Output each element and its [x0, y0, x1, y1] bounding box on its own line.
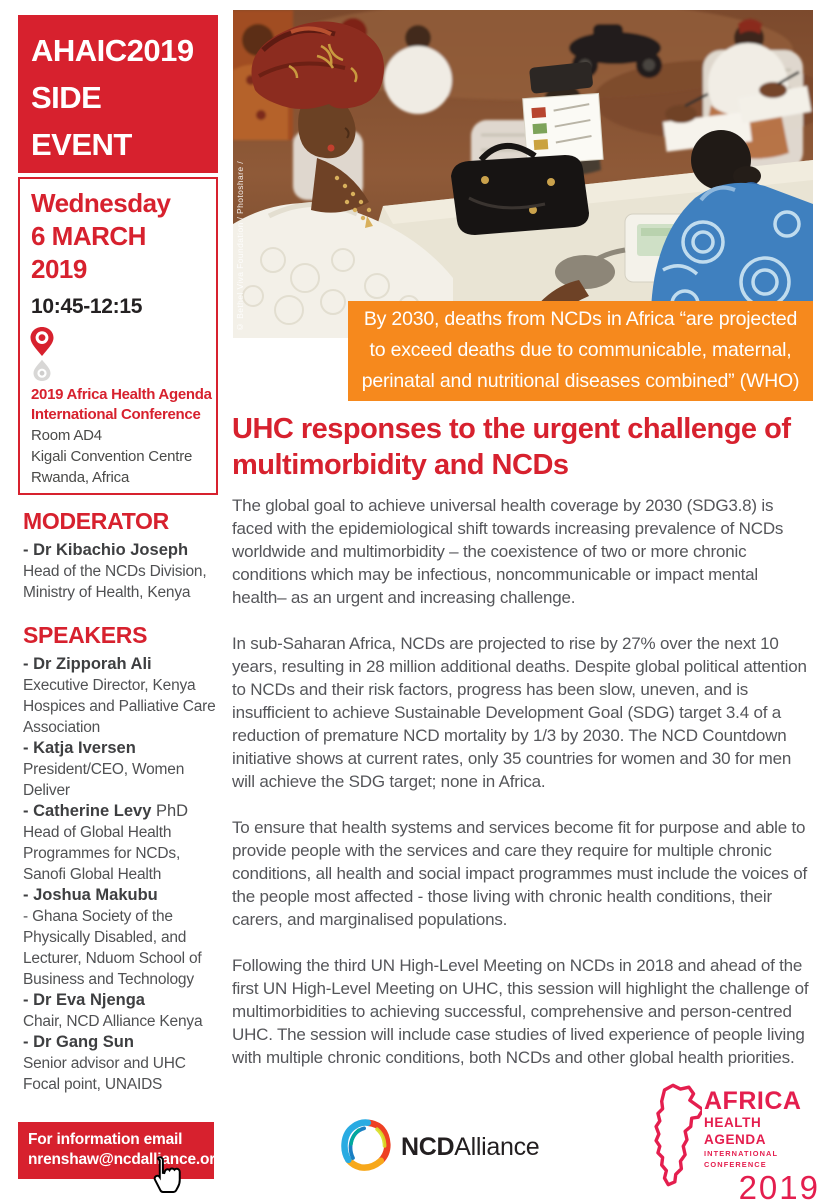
ahaic-title: AFRICA	[704, 1087, 802, 1115]
photo-illustration	[233, 10, 813, 338]
ncd-logo-regular: Alliance	[454, 1133, 540, 1161]
speaker-item	[23, 801, 223, 885]
speaker-role: Chair, NCD Alliance Kenya	[23, 1013, 203, 1030]
event-details-box	[18, 177, 218, 495]
hand-cursor-icon	[150, 1155, 184, 1195]
ahaic-tagline: INTERNATIONAL CONFERENCE	[704, 1149, 778, 1169]
event-year: 2019	[31, 254, 87, 284]
event-day: Wednesday	[31, 188, 171, 218]
banner-line: SIDE	[31, 80, 102, 115]
paragraph: Following the third UN High-Level Meeting on NCDs in 2018 and ahead of the first UN High-Level Meeting on UHC, this session will highlight the challenge of multimorbidities to achieving successful, comprehensive and person-centred UHC. The session will include case studies of lived experience of people living with multiple chronic conditions, both NCDs and other global health priorities.	[232, 956, 809, 1067]
ncd-logo-bold: NCD	[401, 1133, 455, 1161]
speaker-role: President/CEO, Women Deliver	[23, 761, 185, 799]
speaker-item	[23, 738, 223, 801]
moderator-name: - Dr Kibachio Joseph	[23, 541, 189, 559]
africa-outline-icon	[642, 1082, 702, 1193]
page-title: UHC responses to the urgent challenge of multimorbidity and NCDs	[232, 413, 791, 481]
speaker-name: - Dr Eva Njenga	[23, 991, 145, 1009]
speaker-item	[23, 1032, 223, 1095]
contact-email-box[interactable]	[18, 1122, 225, 1179]
speaker-suffix: PhD	[151, 802, 189, 820]
map-pin-icon	[29, 325, 212, 383]
contact-label: For information email	[28, 1131, 183, 1148]
speaker-role: Head of Global Health Programmes for NCDs, Sanofi Global Health	[23, 824, 181, 883]
ahaic-year: 2019	[738, 1169, 820, 1200]
photo-credit: © Bethel Viva Foundation / Photoshare /	[235, 161, 245, 332]
paragraph: In sub-Saharan Africa, NCDs are projected to rise by 27% over the next 10 years, resulting in 28 million additional deaths. Despite global political attention to NCDs and their risk factors, progress has been slow, uneven, and is insufficient to achieve Sustainable Development Goal (SDG) target 3.4 of a reduction of premature NCD mortality by 1/3 by 2030. The NCD Countdown initiative shows at current rates, only 35 countries for women and 30 for men will achieve the SDG target; none in Africa.	[232, 634, 807, 791]
venue-building: Kigali Convention Centre	[31, 448, 193, 465]
paragraph: The global goal to achieve universal health coverage by 2030 (SDG3.8) is faced with the epidemiological shift towards increasing prevalence of NCDs worldwide and multimorbidity – the coexistence of two or more chronic conditions which may be infectious, noncommunicable or impact mental health– as an urgent and increasing challenge.	[232, 496, 784, 607]
event-photo	[233, 10, 813, 338]
paragraph: To ensure that health systems and services become fit for purpose and able to provide people with the services and care they require for multiple chronic conditions, all health and social impact programmes must include the voices of the people most affected - those living with chronic health conditions, their carers, and marginalised populations.	[232, 818, 807, 929]
event-date: 6 MARCH	[31, 221, 146, 251]
speaker-role: Senior advisor and UHC Focal point, UNAIDS	[23, 1055, 186, 1093]
speakers-section	[23, 622, 223, 1095]
venue-name: 2019 Africa Health Agenda International Conference	[31, 386, 212, 423]
venue-country: Rwanda, Africa	[31, 469, 130, 486]
speaker-name: - Catherine Levy	[23, 802, 152, 820]
article-body	[232, 494, 814, 1092]
ahaic-subtitle: HEALTH AGENDA	[704, 1115, 767, 1147]
banner-line: EVENT	[31, 127, 132, 162]
moderator-heading: MODERATOR	[23, 508, 169, 534]
ncd-alliance-ring-icon	[340, 1117, 392, 1178]
ahaic-2019-logo	[642, 1082, 820, 1200]
quote-banner: By 2030, deaths from NCDs in Africa “are projected to exceed deaths due to communicable, maternal, perinatal and nutritional diseases combined” (WHO)	[348, 301, 813, 401]
moderator-role: Head of the NCDs Division, Ministry of Health, Kenya	[23, 563, 207, 601]
speaker-name: - Dr Gang Sun	[23, 1033, 134, 1051]
speaker-item	[23, 885, 223, 990]
event-type-banner	[18, 15, 218, 173]
ncd-alliance-logo	[340, 1117, 539, 1178]
speaker-name: - Dr Zipporah Ali	[23, 655, 152, 673]
banner-line: AHAIC2019	[31, 33, 194, 68]
speaker-item	[23, 654, 223, 738]
contact-email[interactable]: nrenshaw@ncdalliance.org	[28, 1151, 225, 1168]
speaker-name: - Joshua Makubu	[23, 886, 158, 904]
venue-room: Room AD4	[31, 427, 102, 444]
speaker-role: Executive Director, Kenya Hospices and Palliative Care Association	[23, 677, 216, 736]
speaker-role: - Ghana Society of the Physically Disabled, and Lecturer, Nduom School of Business and Technology	[23, 908, 202, 988]
speaker-item	[23, 990, 223, 1032]
speakers-heading: SPEAKERS	[23, 622, 148, 648]
event-time: 10:45-12:15	[31, 295, 143, 318]
speaker-name: - Katja Iversen	[23, 739, 136, 757]
moderator-section	[23, 508, 223, 603]
